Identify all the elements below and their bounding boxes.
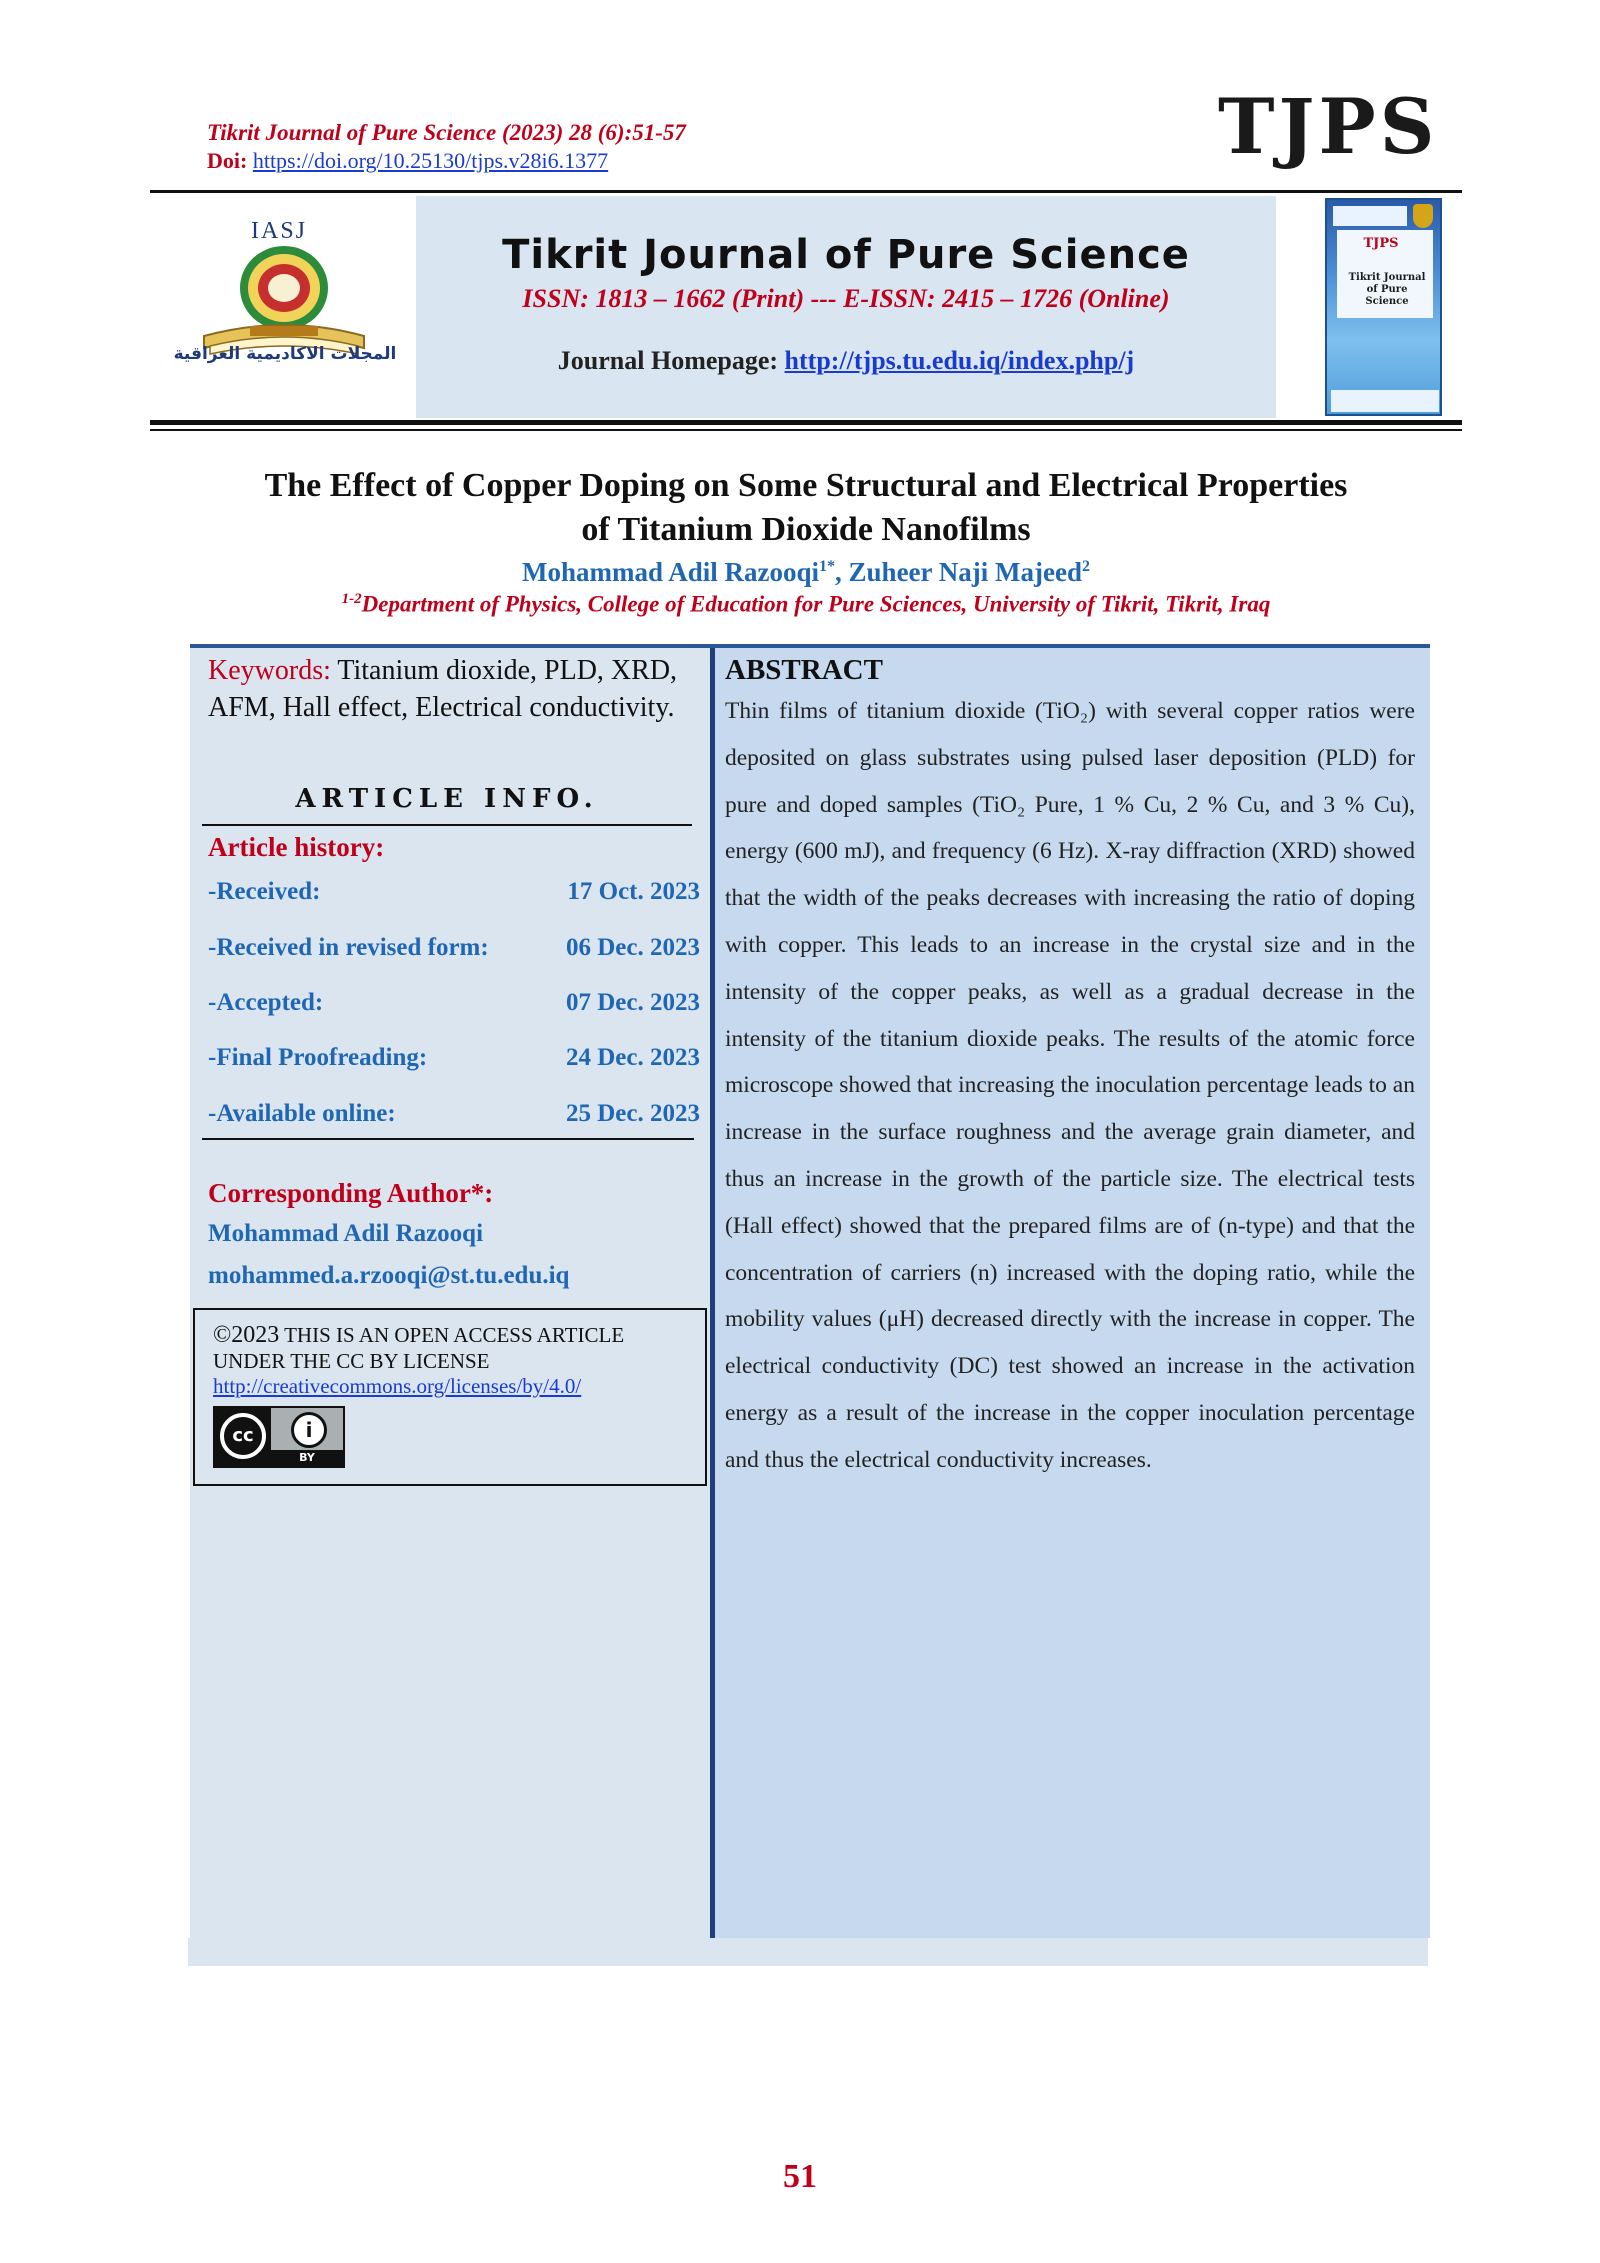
paper-title (150, 464, 1462, 552)
paper-title-line2: of Titanium Dioxide Nanofilms (581, 511, 1031, 548)
homepage-line (416, 346, 1276, 376)
doi-line (207, 147, 1107, 175)
header-rule (150, 190, 1462, 193)
author-2-sup: 2 (1082, 558, 1090, 575)
iasj-label: IASJ (251, 218, 308, 244)
corresponding-author-name: Mohammad Adil Razooqi (208, 1220, 484, 1247)
journal-name: Tikrit Journal of Pure Science (502, 232, 1190, 278)
body-bottom-band (188, 1938, 1428, 1966)
cc-badge-left (215, 1408, 271, 1466)
author-separator: , (835, 557, 849, 587)
cc-by-badge[interactable] (213, 1406, 345, 1468)
journal-banner (150, 196, 1462, 418)
history-label: -Received: (208, 878, 321, 905)
iasj-arabic-label: المجلات الاكاديمية العراقية (173, 344, 397, 364)
journal-cover-image (1325, 198, 1442, 416)
history-date: 24 Dec. 2023 (566, 1044, 700, 1071)
history-date: 17 Oct. 2023 (567, 878, 700, 905)
author-1-sup: 1* (819, 558, 836, 575)
homepage-link[interactable]: http://tjps.tu.edu.iq/index.php/j (784, 346, 1135, 375)
license-copyright: ©2023 (213, 1322, 280, 1348)
article-info-rule (202, 824, 692, 826)
corresponding-author-email[interactable]: mohammed.a.rzooqi@st.tu.edu.iq (208, 1262, 570, 1289)
issn-line: ISSN: 1813 – 1662 (Print) --- E-ISSN: 2415 – 1726 (Online) (522, 284, 1170, 313)
history-date: 25 Dec. 2023 (566, 1100, 700, 1127)
affiliation-sup: 1-2 (341, 591, 362, 607)
license-link[interactable]: http://creativecommons.org/licenses/by/4.0/ (213, 1374, 582, 1398)
history-label: -Received in revised form: (208, 934, 489, 961)
history-rule (202, 1138, 694, 1140)
attribution-person-icon: i (291, 1412, 327, 1448)
journal-cover (1290, 196, 1462, 418)
license-text-1: THIS IS AN OPEN ACCESS ARTICLE (279, 1323, 625, 1347)
cover-title: Tikrit Journal of Pure Science (1348, 272, 1426, 307)
author-1: Mohammad Adil Razooqi (522, 557, 820, 587)
iasj-logo (150, 196, 416, 418)
cc-by-label: BY (271, 1450, 343, 1466)
cover-top-strip (1333, 206, 1407, 226)
abstract-title: ABSTRACT (725, 654, 883, 686)
article-info-column (190, 648, 710, 1938)
article-info-title: ARTICLE INFO. (295, 784, 599, 814)
history-date: 06 Dec. 2023 (566, 934, 700, 961)
corresponding-author-label: Corresponding Author*: (208, 1178, 494, 1208)
cover-footer-strip (1331, 390, 1439, 412)
license-text (213, 1322, 703, 1374)
keywords-text: Titanium dioxide, PLD, XRD, AFM, Hall effect, Electrical conductivity. (208, 655, 678, 723)
history-row-accepted (208, 989, 700, 1019)
doi-link[interactable]: https://doi.org/10.25130/tjps.v28i6.1377 (252, 148, 609, 173)
paper-title-line1: The Effect of Copper Doping on Some Structural and Electrical Properties (264, 467, 1348, 504)
tjps-brand: TJPS (1218, 82, 1439, 171)
cover-brand: TJPS (1363, 236, 1399, 251)
journal-citation: Tikrit Journal of Pure Science (2023) 28 (6):51-57 (207, 120, 686, 145)
cc-icon: cc (220, 1413, 266, 1459)
doi-label: Doi: (207, 148, 248, 173)
history-row-online (208, 1100, 700, 1130)
abstract-text: Thin films of titanium dioxide (TiO₂) with several copper ratios were deposited on glass substrates using pulsed laser deposition (PLD) for pure and doped samples (TiO₂ Pure, 1 % Cu, 2 % Cu, and 3 % Cu), energy (600 mJ), and frequency (6 Hz). X-ray diffraction (XRD) showed that the width of the peaks decreases with increasing the ratio of doping with copper. This leads to an increase in the crystal size and in the intensity of the copper peaks, as well as a gradual decrease in the intensity of the titanium dioxide peaks. The results of the atomic force microscope showed that increasing the inoculation percentage leads to an increase in the surface roughness and the average grain diameter, and thus an increase in the growth of the particle size. The electrical tests (Hall effect) showed that the prepared films are of (n-type) and that the concentration of carriers (n) increased with the doping ratio, while the mobility values (μH) decreased directly with the increase in copper. The electrical conductivity (DC) test showed an increase in the activation energy as a result of the increase in the copper inoculation percentage and thus the electrical conductivity increases. (725, 698, 1415, 1473)
license-box (193, 1308, 707, 1486)
page-number: 51 (783, 2158, 817, 2195)
history-row-proofreading (208, 1044, 700, 1074)
license-text-2: UNDER THE CC BY LICENSE (213, 1349, 490, 1373)
author-2: Zuheer Naji Majeed (848, 557, 1082, 587)
banner-rule-thin (150, 429, 1462, 431)
history-date: 07 Dec. 2023 (566, 989, 700, 1016)
history-row-revised (208, 934, 700, 964)
affiliation-text: Department of Physics, College of Education for Pure Sciences, University of Tikrit, Tikrit, Iraq (361, 591, 1271, 617)
history-label: -Final Proofreading: (208, 1044, 428, 1071)
banner-rule-thick (150, 420, 1462, 425)
keywords-label: Keywords: (208, 655, 331, 686)
history-row-received (208, 878, 700, 908)
history-label: -Available online: (208, 1100, 396, 1127)
history-label: -Accepted: (208, 989, 324, 1016)
citation-block (207, 118, 1107, 175)
homepage-label: Journal Homepage: (557, 346, 779, 375)
cover-crest-icon (1413, 204, 1433, 228)
abstract-column (715, 648, 1430, 1938)
affiliation (150, 584, 1462, 620)
banner-center (416, 196, 1276, 418)
keywords (208, 652, 698, 726)
article-history-label: Article history: (208, 832, 385, 862)
